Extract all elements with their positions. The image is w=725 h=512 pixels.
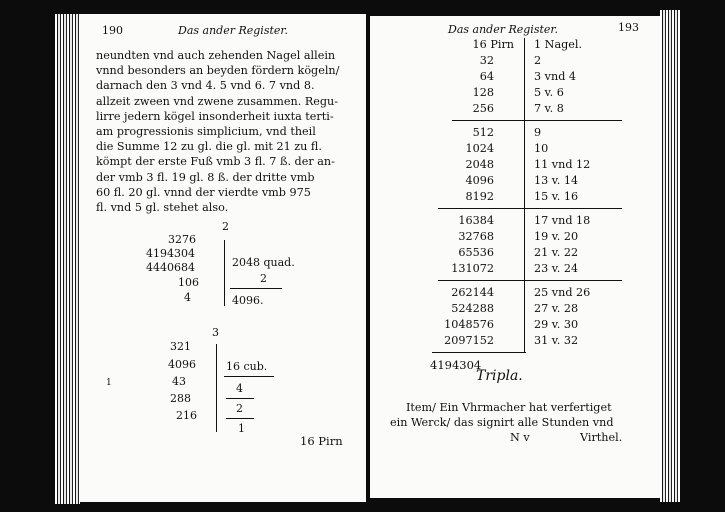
left-running-head: Das ander Register. [178, 24, 288, 37]
table-head-powers: 16 Pirn [472, 38, 514, 51]
root-index-2: 2 [222, 220, 229, 233]
calc-underline [230, 288, 282, 289]
table-row: 262144 25 vnd 26 [451, 286, 591, 299]
square-root-calculation [142, 220, 322, 324]
calc-result: 2 [260, 272, 267, 285]
catchword: 16 Pirn [300, 434, 343, 448]
calc-underline [226, 418, 254, 419]
table-row: 131072 23 v. 24 [451, 262, 579, 275]
calc-result: 4096. [232, 294, 264, 307]
table-head-row [424, 38, 634, 53]
calc-result: 2 [236, 402, 243, 415]
body-line: darnach den 3 vnd 4. 5 vnd 6. 7 vnd 8. [96, 79, 315, 93]
calc-line: 106 [178, 276, 199, 289]
body-line: allzeit zween vnd zwene zusammen. Regu- [96, 94, 339, 108]
calc-result: 2048 quad. [232, 256, 295, 269]
calc-line: 4096 [168, 358, 196, 371]
powers-table [424, 38, 634, 382]
section-title: Tripla. [476, 368, 523, 384]
table-row: 524288 27 v. 28 [451, 302, 579, 315]
table-row: 512 9 [472, 126, 542, 139]
calc-line: 216 [176, 409, 197, 422]
table-row: 32 2 [479, 54, 542, 67]
total-divider [432, 352, 526, 353]
table-row: 64 3 vnd 4 [479, 70, 577, 83]
calc-result: 4 [236, 382, 243, 395]
body-line: die Summe 12 zu gl. die gl. mit 21 zu fl. [96, 140, 322, 154]
root-index-3: 3 [212, 326, 219, 339]
table-row: 2048 11 vnd 12 [465, 158, 591, 171]
table-row: 1024 10 [465, 142, 549, 155]
calc-line: 3276 [168, 233, 196, 246]
table-row: 1048576 29 v. 30 [444, 318, 579, 331]
right-body-text [390, 400, 623, 445]
group-divider [438, 208, 622, 209]
body-line: Item/ Ein Vhrmacher hat verfertiget [406, 401, 612, 414]
calc-vertical-rule [216, 344, 217, 432]
left-book-edge [55, 14, 80, 504]
calc-line: 43 [172, 375, 186, 388]
calc-underline [226, 398, 254, 399]
right-book-edge [660, 10, 680, 502]
body-line: am progressionis simplicium, vnd theil [96, 125, 316, 139]
calc-line: 288 [170, 392, 191, 405]
calc-line: 321 [170, 340, 191, 353]
body-line: kömpt der erste Fuß vmb 3 fl. 7 ß. der an- [96, 155, 335, 169]
table-total: 4194304 [430, 358, 482, 372]
body-line: 60 fl. 20 gl. vnnd der vierdte vmb 975 [96, 185, 311, 199]
last-line-right: Virthel. [580, 431, 623, 445]
table-row: 65536 21 v. 22 [458, 246, 579, 259]
cube-root-calculation [150, 326, 330, 442]
margin-mark: 1 [106, 378, 112, 388]
calc-result: 1 [238, 422, 245, 435]
left-page-number: 190 [102, 24, 123, 37]
table-head-exponents: 1 Nagel. [534, 38, 583, 51]
calc-line: 4194304 [146, 247, 195, 260]
table-row: 16384 17 vnd 18 [458, 214, 591, 227]
table-row: 256 7 v. 8 [472, 102, 564, 115]
table-row: 2097152 31 v. 32 [444, 334, 579, 347]
table-row: 32768 19 v. 20 [458, 230, 579, 243]
calc-result: 16 cub. [226, 360, 268, 373]
left-page [80, 14, 366, 502]
calc-vertical-rule [224, 240, 225, 306]
right-running-head: Das ander Register. [448, 23, 558, 36]
table-row: 4096 13 v. 14 [465, 174, 579, 187]
group-divider [452, 120, 622, 121]
table-row: 8192 15 v. 16 [465, 190, 579, 203]
body-line: der vmb 3 fl. 19 gl. 8 ß. der dritte vmb [96, 170, 315, 184]
body-line-last [390, 430, 623, 445]
calc-line: 4 [184, 291, 191, 304]
group-divider [438, 280, 622, 281]
last-line-left: N v [510, 431, 530, 445]
left-body-text [96, 48, 339, 215]
body-line: vnnd besonders an beyden fördern kögeln/ [96, 64, 340, 78]
right-page [370, 16, 660, 498]
calc-line: 4440684 [146, 261, 195, 274]
right-page-number: 193 [618, 21, 639, 34]
body-line: neundten vnd auch zehenden Nagel allein [96, 49, 336, 62]
body-line: fl. vnd 5 gl. stehet also. [96, 201, 229, 215]
body-line: ein Werck/ das signirt alle Stunden vnd [390, 416, 614, 430]
body-line: lirre jedern kögel insonderheit iuxta terti- [96, 109, 334, 123]
calc-underline [224, 376, 274, 377]
table-row: 128 5 v. 6 [472, 86, 564, 99]
